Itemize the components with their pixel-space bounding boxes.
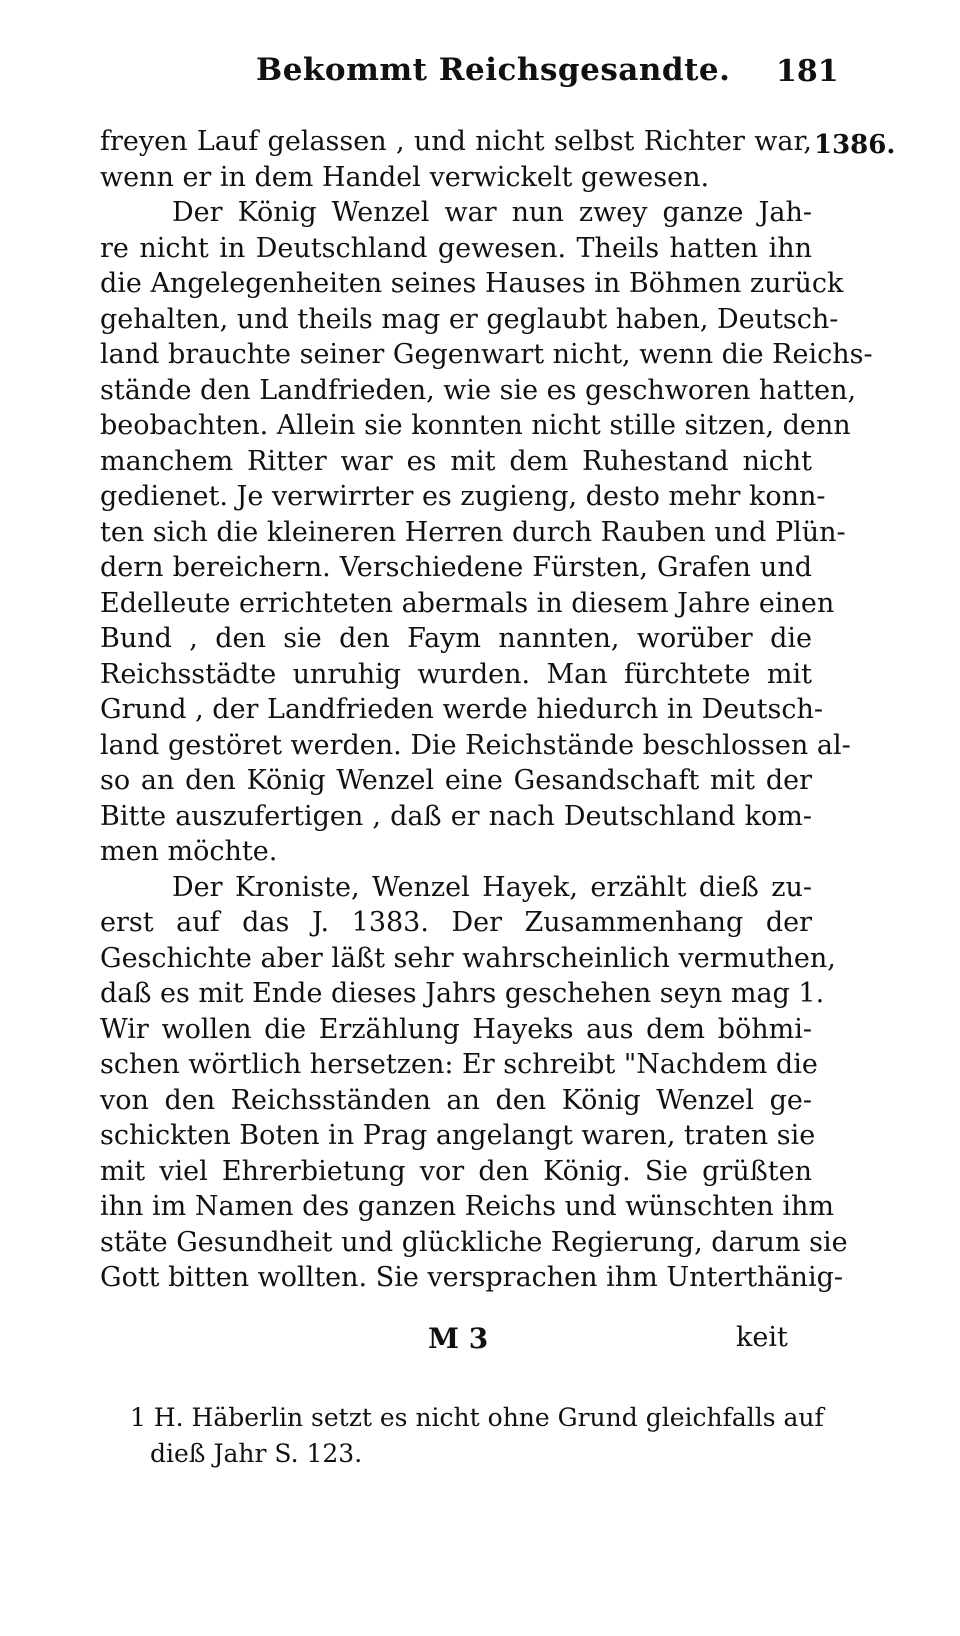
text-line: freyen Lauf gelassen , und nicht selbst Richter war, <box>100 126 812 157</box>
footnote-line: dieß Jahr S. 123. <box>150 1439 363 1468</box>
signature-mark: M 3 <box>428 1322 489 1355</box>
text-line: schickten Boten in Prag angelangt waren, traten sie <box>100 1120 816 1151</box>
text-line: Gott bitten wollten. Sie versprachen ihm Unterthänig- <box>100 1262 843 1293</box>
text-line: ihn im Namen des ganzen Reichs und wünschten ihm <box>100 1191 834 1222</box>
text-line: gedienet. Je verwirrter es zugieng, desto mehr konn- <box>100 481 826 512</box>
text-line: die Angelegenheiten seines Hauses in Böhmen zurück <box>100 268 844 299</box>
text-line: mit viel Ehrerbietung vor den König. Sie grüßten <box>100 1155 812 1187</box>
catchword: keit <box>736 1322 788 1353</box>
margin-year-note: 1386. <box>814 130 896 160</box>
text-line: Bitte auszufertigen , daß er nach Deutschland kom- <box>100 800 812 832</box>
text-line: daß es mit Ende dieses Jahrs geschehen seyn mag 1. <box>100 978 825 1009</box>
text-line: von den Reichsständen an den König Wenzel ge- <box>100 1084 812 1116</box>
text-line: men möchte. <box>100 836 278 867</box>
text-line: Reichsstädte unruhig wurden. Man fürchtete mit <box>100 658 812 690</box>
text-line: land gestöret werden. Die Reichstände beschlossen al- <box>100 729 851 761</box>
text-line: Geschichte aber läßt sehr wahrscheinlich vermuthen, <box>100 942 836 974</box>
text-line: Bund , den sie den Faym nannten, worüber die <box>100 623 812 654</box>
text-line: manchem Ritter war es mit dem Ruhestand nicht <box>100 445 812 477</box>
text-line: gehalten, und theils mag er geglaubt haben, Deutsch- <box>100 303 839 335</box>
text-line: re nicht in Deutschland gewesen. Theils hatten ihn <box>100 232 812 264</box>
text-line: erst auf das J. 1383. Der Zusammenhang der <box>100 907 812 938</box>
text-line: so an den König Wenzel eine Gesandschaft mit der <box>100 765 812 796</box>
text-line: stäte Gesundheit und glückliche Regierung, darum sie <box>100 1226 848 1258</box>
text-line: Wir wollen die Erzählung Hayeks aus dem böhmi- <box>100 1013 812 1045</box>
text-line: beobachten. Allein sie konnten nicht stille sitzen, denn <box>100 410 851 441</box>
text-line: Grund , der Landfrieden werde hiedurch in Deutsch- <box>100 694 823 725</box>
footnote-line: 1 H. Häberlin setzt es nicht ohne Grund gleichfalls auf <box>130 1403 824 1432</box>
footnote <box>130 1400 824 1472</box>
text-line: dern bereichern. Verschiedene Fürsten, Grafen und <box>100 552 812 583</box>
text-line: schen wörtlich hersetzen: Er schreibt "Nachdem die <box>100 1049 818 1080</box>
running-head: Bekommt Reichsgesandte. <box>256 52 731 88</box>
text-line: Edelleute errichteten abermals in diesem Jahre einen <box>100 587 835 619</box>
text-line: Der König Wenzel war nun zwey ganze Jah- <box>172 197 812 228</box>
text-line: Der Kroniste, Wenzel Hayek, erzählt dieß zu- <box>172 871 812 903</box>
text-line: land brauchte seiner Gegenwart nicht, wenn die Reichs- <box>100 339 873 370</box>
text-line: wenn er in dem Handel verwickelt gewesen. <box>100 161 710 193</box>
text-line: stände den Landfrieden, wie sie es geschworen hatten, <box>100 374 857 406</box>
text-line: ten sich die kleineren Herren durch Rauben und Plün- <box>100 516 846 548</box>
page-number: 181 <box>776 54 839 89</box>
